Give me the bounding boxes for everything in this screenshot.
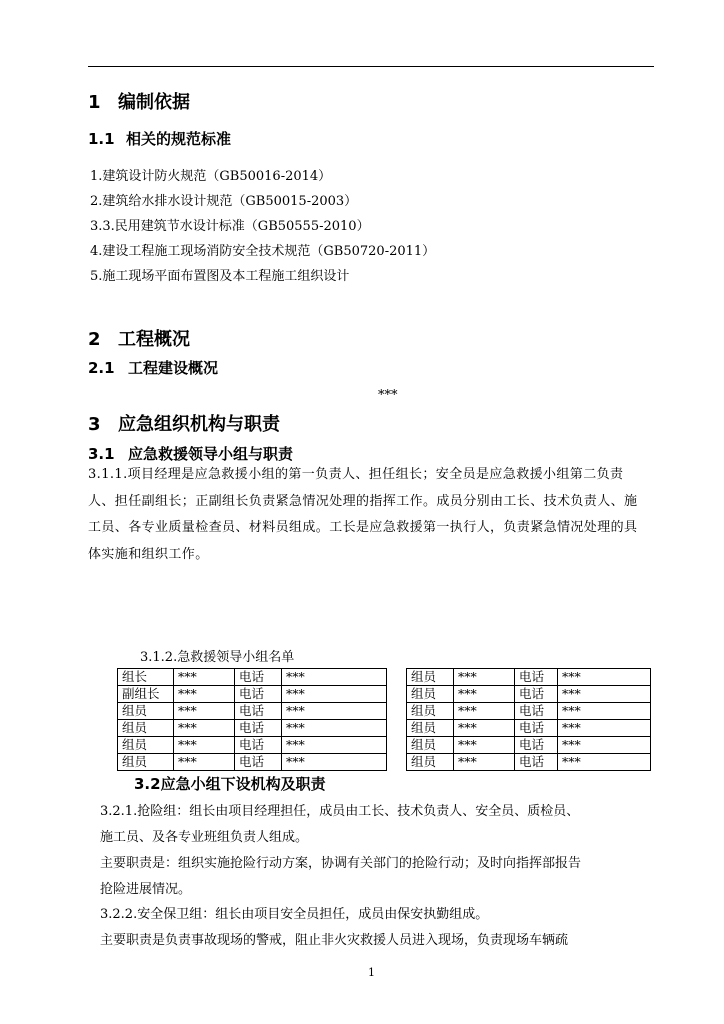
roster-row xyxy=(118,703,651,720)
roster-cell: *** xyxy=(454,720,515,737)
roster-cell: 电话 xyxy=(515,669,558,686)
body-line: 主要职责是负责事故现场的警戒，阻止非火灾救援人员进入现场，负责现场车辆疏 xyxy=(100,933,569,948)
roster-cell: *** xyxy=(558,669,651,686)
roster-cell: 副组长 xyxy=(118,686,174,703)
roster-cell: *** xyxy=(282,720,387,737)
roster-cell: 电话 xyxy=(515,686,558,703)
roster-cell: 组员 xyxy=(118,720,174,737)
roster-row xyxy=(118,720,651,737)
roster-cell: *** xyxy=(282,754,387,771)
table-caption: 3.1.2.急救援领导小组名单 xyxy=(140,650,295,665)
roster-gap-cell xyxy=(387,686,407,703)
roster-cell: 组员 xyxy=(407,686,454,703)
roster-cell: *** xyxy=(174,754,235,771)
roster-cell: 组员 xyxy=(407,754,454,771)
roster-cell: 电话 xyxy=(235,737,282,754)
roster-row xyxy=(118,669,651,686)
roster-cell: 电话 xyxy=(235,703,282,720)
section-2-1-heading: 2.1 工程建设概况 xyxy=(88,359,219,377)
body-line: 主要职责是：组织实施抢险行动方案，协调有关部门的抢险行动；及时向指挥部报告 xyxy=(100,856,582,871)
roster-cell: 组员 xyxy=(118,754,174,771)
roster-cell: 电话 xyxy=(515,703,558,720)
roster-cell: 电话 xyxy=(235,669,282,686)
roster-cell: *** xyxy=(174,703,235,720)
roster-cell: 电话 xyxy=(515,720,558,737)
reference-item: 3.3.民用建筑节水设计标准（GB50555-2010） xyxy=(90,219,370,234)
roster-cell: *** xyxy=(454,703,515,720)
section-3-1-paragraph: 3.1.1.项目经理是应急救援小组的第一负责人、担任组长；安全员是应急救援小组第二负责人、担任副组长；正副组长负责紧急情况处理的指挥工作。成员分别由工长、技术负责人、施工员、各专业质量检查员、材料员组成。工长是应急救援第一执行人，负责紧急情况处理的具体实施和组织工作。 xyxy=(88,467,638,562)
roster-cell: 电话 xyxy=(235,754,282,771)
roster-cell: *** xyxy=(558,737,651,754)
body-line: 抢险进展情况。 xyxy=(100,882,192,897)
roster-cell: *** xyxy=(174,720,235,737)
roster-cell: *** xyxy=(558,754,651,771)
roster-row xyxy=(118,686,651,703)
reference-item: 5.施工现场平面布置图及本工程施工组织设计 xyxy=(90,269,350,284)
roster-body xyxy=(118,669,651,771)
roster-cell: *** xyxy=(282,737,387,754)
reference-item: 2.建筑给水排水设计规范（GB50015-2003） xyxy=(90,194,358,209)
page-number: 1 xyxy=(368,966,375,979)
roster-gap-cell xyxy=(387,703,407,720)
roster-cell: *** xyxy=(282,669,387,686)
roster-cell: *** xyxy=(174,686,235,703)
roster-cell: *** xyxy=(282,703,387,720)
reference-item: 1.建筑设计防火规范（GB50016-2014） xyxy=(90,169,332,184)
roster-cell: *** xyxy=(558,720,651,737)
roster-cell: 电话 xyxy=(515,754,558,771)
roster-gap-cell xyxy=(387,720,407,737)
roster-gap-cell xyxy=(387,737,407,754)
section-1-1-heading: 1.1 相关的规范标准 xyxy=(88,130,232,148)
section-2-heading: 2 工程概况 xyxy=(88,329,190,350)
roster-row xyxy=(118,754,651,771)
roster-cell: 组员 xyxy=(118,737,174,754)
roster-cell: *** xyxy=(282,686,387,703)
roster-cell: *** xyxy=(454,686,515,703)
roster-cell: *** xyxy=(454,737,515,754)
roster-cell: 组员 xyxy=(407,737,454,754)
body-line: 施工员、及各专业班组负责人组成。 xyxy=(100,830,309,845)
roster-row xyxy=(118,737,651,754)
body-line: 3.2.2.安全保卫组：组长由项目安全员担任，成员由保安执勤组成。 xyxy=(100,907,489,922)
roster-cell: 组员 xyxy=(118,703,174,720)
section-3-1-heading: 3.1 应急救援领导小组与职责 xyxy=(88,445,294,463)
leadership-roster-table xyxy=(117,668,651,771)
roster-cell: 电话 xyxy=(235,686,282,703)
roster-cell: *** xyxy=(558,703,651,720)
section-3-2-heading: 3.2应急小组下设机构及职责 xyxy=(134,775,326,793)
roster-gap-cell xyxy=(387,669,407,686)
roster-cell: 组员 xyxy=(407,703,454,720)
roster-cell: 组长 xyxy=(118,669,174,686)
roster-cell: *** xyxy=(174,669,235,686)
body-line: 3.2.1.抢险组：组长由项目经理担任，成员由工长、技术负责人、安全员、质检员、 xyxy=(100,804,580,819)
roster-gap-cell xyxy=(387,754,407,771)
project-overview-content: *** xyxy=(378,388,398,403)
reference-item: 4.建设工程施工现场消防安全技术规范（GB50720-2011） xyxy=(90,244,436,259)
section-1-heading: 1 编制依据 xyxy=(88,92,190,113)
roster-cell: *** xyxy=(454,754,515,771)
roster-cell: *** xyxy=(174,737,235,754)
roster-cell: *** xyxy=(454,669,515,686)
header-rule xyxy=(88,66,654,67)
roster-cell: 组员 xyxy=(407,720,454,737)
roster-cell: *** xyxy=(558,686,651,703)
roster-cell: 组员 xyxy=(407,669,454,686)
roster-cell: 电话 xyxy=(515,737,558,754)
roster-cell: 电话 xyxy=(235,720,282,737)
section-3-heading: 3 应急组织机构与职责 xyxy=(88,414,280,435)
